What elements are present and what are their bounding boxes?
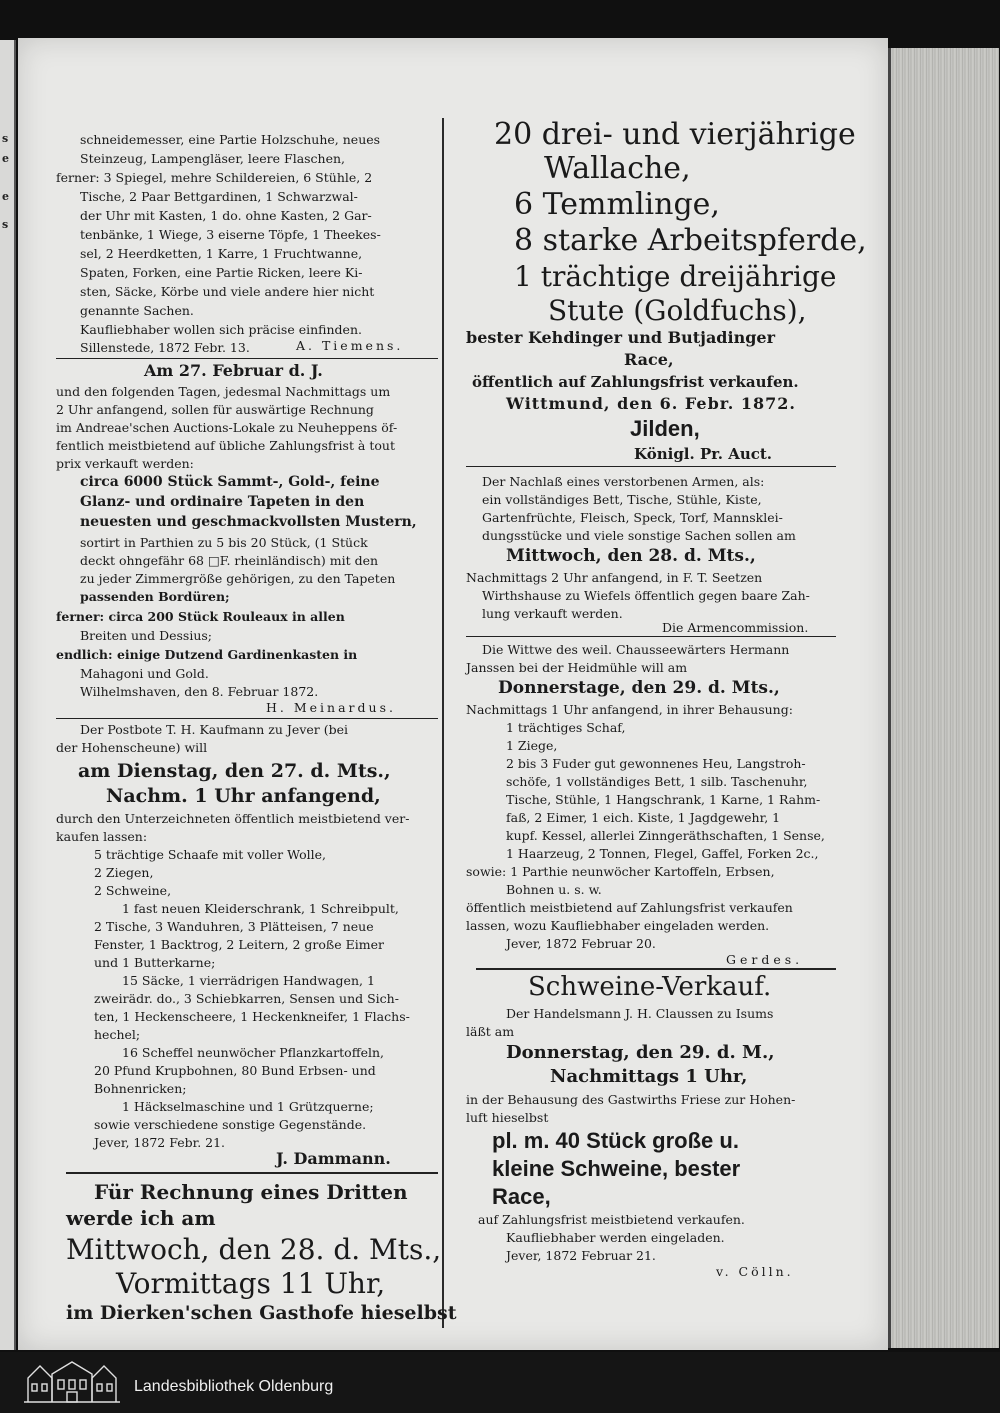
text-line: Glanz- und ordinaire Tapeten in den xyxy=(80,494,365,510)
text-line: circa 6000 Stück Sammt-, Gold-, feine xyxy=(80,474,380,490)
ad-heading: Donnerstage, den 29. d. Mts., xyxy=(498,678,780,698)
ad-heading: Am 27. Februar d. J. xyxy=(144,361,323,380)
text-line: Nachmittags 1 Uhr anfangend, in ihrer Behausung: xyxy=(466,702,793,717)
text-line: Die Wittwe des weil. Chausseewärters Hermann xyxy=(482,642,790,657)
ad-heading: 20 drei- und vierjährige xyxy=(494,117,856,152)
text-line: Fenster, 1 Backtrog, 2 Leitern, 2 große Eimer xyxy=(94,937,384,952)
text-line: 1 Ziege, xyxy=(506,738,558,753)
ad-heading: Mittwoch, den 28. d. Mts., xyxy=(66,1233,442,1266)
margin-fragment: e xyxy=(2,190,9,203)
text-line: Mahagoni und Gold. xyxy=(80,666,209,681)
text-line: Gartenfrüchte, Fleisch, Speck, Torf, Mannsklei- xyxy=(482,510,783,525)
text-line: deckt ohngefähr 68 □F. rheinländisch) mit den xyxy=(80,553,379,568)
library-building-icon xyxy=(22,1360,122,1404)
signature: Die Armencommission. xyxy=(662,620,809,635)
margin-fragment: e xyxy=(2,152,9,165)
text-line: Tische, Stühle, 1 Hangschrank, 1 Karne, 1 Rahm- xyxy=(506,792,821,807)
text-line: Jever, 1872 Febr. 21. xyxy=(94,1135,226,1150)
text-line: im Dierken'schen Gasthofe hieselbst xyxy=(66,1302,457,1324)
signature: v. Cölln. xyxy=(716,1264,794,1279)
text-line: endlich: einige Dutzend Gardinenkasten in xyxy=(56,647,358,662)
text-line: passenden Bordüren; xyxy=(80,589,230,604)
text-line: schneidemesser, eine Partie Holzschuhe, neues xyxy=(80,132,381,147)
text-line: hechel; xyxy=(94,1027,141,1042)
auctioneer-title: Königl. Pr. Auct. xyxy=(634,445,773,463)
text-line: läßt am xyxy=(466,1024,515,1039)
ad-heading: 1 trächtige dreijährige xyxy=(514,260,837,293)
text-line: Wirthshause zu Wiefels öffentlich gegen baare Zah- xyxy=(482,588,810,603)
text-line: Der Postbote T. H. Kaufmann zu Jever (bei xyxy=(80,722,348,737)
text-line: 20 Pfund Krupbohnen, 80 Bund Erbsen- und xyxy=(94,1063,376,1078)
ad-heading: Schweine-Verkauf. xyxy=(528,972,772,1002)
text-line: ten, 1 Heckenscheere, 1 Heckenkneifer, 1 Flachs- xyxy=(94,1009,410,1024)
text-line: werde ich am xyxy=(66,1206,216,1230)
text-line: Bohnen u. s. w. xyxy=(506,882,602,897)
text-line: 2 Tische, 3 Wanduhren, 3 Plätteisen, 7 neue xyxy=(94,919,374,934)
text-line: sel, 2 Heerdketten, 1 Karre, 1 Fruchtwanne, xyxy=(80,246,363,261)
text-line: und 1 Butterkarne; xyxy=(94,955,216,970)
text-line: Breiten und Dessius; xyxy=(80,628,213,643)
text-line: 15 Säcke, 1 vierrädrigen Handwagen, 1 xyxy=(122,973,375,988)
text-line: faß, 2 Eimer, 1 eich. Kiste, 1 Jagdgewehr, 1 xyxy=(506,810,781,825)
ad-heading: Nachmittags 1 Uhr, xyxy=(550,1066,748,1087)
text-line: 2 bis 3 Fuder gut gewonnenes Heu, Langstroh- xyxy=(506,756,806,771)
text-line: Wilhelmshaven, den 8. Februar 1872. xyxy=(80,684,319,699)
separator-rule xyxy=(476,968,836,970)
separator-rule xyxy=(56,358,438,359)
margin-fragment: s xyxy=(2,132,9,145)
text-line: öffentlich auf Zahlungsfrist verkaufen. xyxy=(472,373,799,391)
separator-rule xyxy=(66,1172,438,1174)
column-divider xyxy=(442,118,444,1328)
signature: Gerdes. xyxy=(726,952,804,967)
ad-heading: Nachm. 1 Uhr anfangend, xyxy=(106,785,381,807)
text-line: genannte Sachen. xyxy=(80,303,194,318)
signature: A. Tiemens. xyxy=(296,338,404,353)
text-line: zweirädr. do., 3 Schiebkarren, Sensen und Sich- xyxy=(94,991,399,1006)
separator-rule xyxy=(56,718,438,719)
text-line: 1 fast neuen Kleiderschrank, 1 Schreibpult, xyxy=(122,901,399,916)
text-line: Tische, 2 Paar Bettgardinen, 1 Schwarzwal- xyxy=(80,189,358,204)
text-line: 1 trächtiges Schaf, xyxy=(506,720,626,735)
text-line: 1 Haarzeug, 2 Tonnen, Flegel, Gaffel, Forken 2c., xyxy=(506,846,819,861)
signature: J. Dammann. xyxy=(276,1149,391,1168)
text-line: kupf. Kessel, allerlei Zinngeräthschaften, 1 Sense, xyxy=(506,828,825,843)
text-line: Jever, 1872 Februar 21. xyxy=(506,1248,656,1263)
library-name: Landesbibliothek Oldenburg xyxy=(134,1378,334,1395)
signature: H. Meinardus. xyxy=(266,700,396,715)
text-line: Bohnenricken; xyxy=(94,1081,187,1096)
text-line: sowie: 1 Parthie neunwöcher Kartoffeln, Erbsen, xyxy=(466,864,775,879)
text-line: ferner: circa 200 Stück Rouleaux in allen xyxy=(56,609,345,624)
text-line: 2 Schweine, xyxy=(94,883,172,898)
ad-heading: Mittwoch, den 28. d. Mts., xyxy=(506,546,756,566)
text-line: Sillenstede, 1872 Febr. 13. xyxy=(80,340,250,355)
text-line: Race, xyxy=(624,350,674,369)
book-edge xyxy=(888,48,999,1348)
text-line: lung verkauft werden. xyxy=(482,606,623,621)
text-line: lassen, wozu Kaufliebhaber eingeladen werden. xyxy=(466,918,770,933)
text-line: Wittmund, den 6. Febr. 1872. xyxy=(506,394,796,413)
text-line: und den folgenden Tagen, jedesmal Nachmittags um xyxy=(56,384,391,399)
text-line: Steinzeug, Lampengläser, leere Flaschen, xyxy=(80,151,346,166)
text-line: Der Handelsmann J. H. Claussen zu Isums xyxy=(506,1006,774,1021)
text-line: prix verkauft werden: xyxy=(56,456,194,471)
ad-heading: am Dienstag, den 27. d. Mts., xyxy=(78,760,391,782)
text-line: ferner: 3 Spiegel, mehre Schildereien, 6 Stühle, 2 xyxy=(56,170,373,185)
separator-rule xyxy=(466,466,836,467)
text-line: kaufen lassen: xyxy=(56,829,148,844)
text-line: der Uhr mit Kasten, 1 do. ohne Kasten, 2 Gar- xyxy=(80,208,372,223)
adjacent-page-strip xyxy=(0,40,16,1350)
text-line: sortirt in Parthien zu 5 bis 20 Stück, (1 Stück xyxy=(80,535,368,550)
text-line: Nachmittags 2 Uhr anfangend, in F. T. Seetzen xyxy=(466,570,763,585)
ad-heading: Stute (Goldfuchs), xyxy=(548,294,807,327)
text-line: 16 Scheffel neunwöcher Pflanzkartoffeln, xyxy=(122,1045,384,1060)
text-line: sowie verschiedene sonstige Gegenstände. xyxy=(94,1117,367,1132)
text-line: in der Behausung des Gastwirths Friese zur Hohen- xyxy=(466,1092,796,1107)
text-line: 2 Ziegen, xyxy=(94,865,154,880)
text-line: tenbänke, 1 Wiege, 3 eiserne Töpfe, 1 Theekes- xyxy=(80,227,381,242)
text-line: Für Rechnung eines Dritten xyxy=(94,1180,408,1204)
text-line: zu jeder Zimmergröße gehörigen, zu den Tapeten xyxy=(80,571,396,586)
text-line: Janssen bei der Heidmühle will am xyxy=(466,660,688,675)
text-line: fentlich meistbietend auf übliche Zahlungsfrist à tout xyxy=(56,438,395,453)
text-line: neuesten und geschmackvollsten Mustern, xyxy=(80,514,417,530)
margin-fragment: s xyxy=(2,218,9,231)
ad-heading: Race, xyxy=(492,1184,551,1209)
text-line: Der Nachlaß eines verstorbenen Armen, als: xyxy=(482,474,765,489)
text-line: öffentlich meistbietend auf Zahlungsfrist verkaufen xyxy=(466,900,793,915)
ad-heading: Wallache, xyxy=(544,151,691,186)
text-line: sten, Säcke, Körbe und viele andere hier nicht xyxy=(80,284,375,299)
text-line: durch den Unterzeichneten öffentlich meistbietend ver- xyxy=(56,811,410,826)
newspaper-page xyxy=(18,38,888,1350)
text-line: Kaufliebhaber werden eingeladen. xyxy=(506,1230,725,1245)
ad-heading: 8 starke Arbeitspferde, xyxy=(514,223,867,258)
text-line: dungsstücke und viele sonstige Sachen sollen am xyxy=(482,528,796,543)
text-line: 2 Uhr anfangend, sollen für auswärtige Rechnung xyxy=(56,402,374,417)
ad-heading: pl. m. 40 Stück große u. xyxy=(492,1128,739,1153)
text-line: bester Kehdinger und Butjadinger xyxy=(466,328,775,347)
text-line: ein vollständiges Bett, Tische, Stühle, Kiste, xyxy=(482,492,762,507)
text-line: Jever, 1872 Februar 20. xyxy=(506,936,656,951)
text-line: auf Zahlungsfrist meistbietend verkaufen. xyxy=(478,1212,745,1227)
text-line: Kaufliebhaber wollen sich präcise einfinden. xyxy=(80,322,362,337)
text-line: der Hohenscheune) will xyxy=(56,740,208,755)
separator-rule xyxy=(466,636,836,637)
ad-heading: 6 Temmlinge, xyxy=(514,187,720,222)
footer-bar xyxy=(0,1352,1000,1413)
text-line: 5 trächtige Schaafe mit voller Wolle, xyxy=(94,847,327,862)
text-line: schöfe, 1 vollständiges Bett, 1 silb. Taschenuhr, xyxy=(506,774,808,789)
auctioneer-name: Jilden, xyxy=(630,416,700,441)
text-line: Spaten, Forken, eine Partie Ricken, leere Ki- xyxy=(80,265,363,280)
text-line: luft hieselbst xyxy=(466,1110,549,1125)
text-line: im Andreae'schen Auctions-Lokale zu Neuheppens öf- xyxy=(56,420,398,435)
ad-heading: Donnerstag, den 29. d. M., xyxy=(506,1042,775,1063)
text-line: 1 Häckselmaschine und 1 Grützquerne; xyxy=(122,1099,374,1114)
ad-heading: Vormittags 11 Uhr, xyxy=(116,1267,386,1300)
ad-heading: kleine Schweine, bester xyxy=(492,1156,741,1181)
